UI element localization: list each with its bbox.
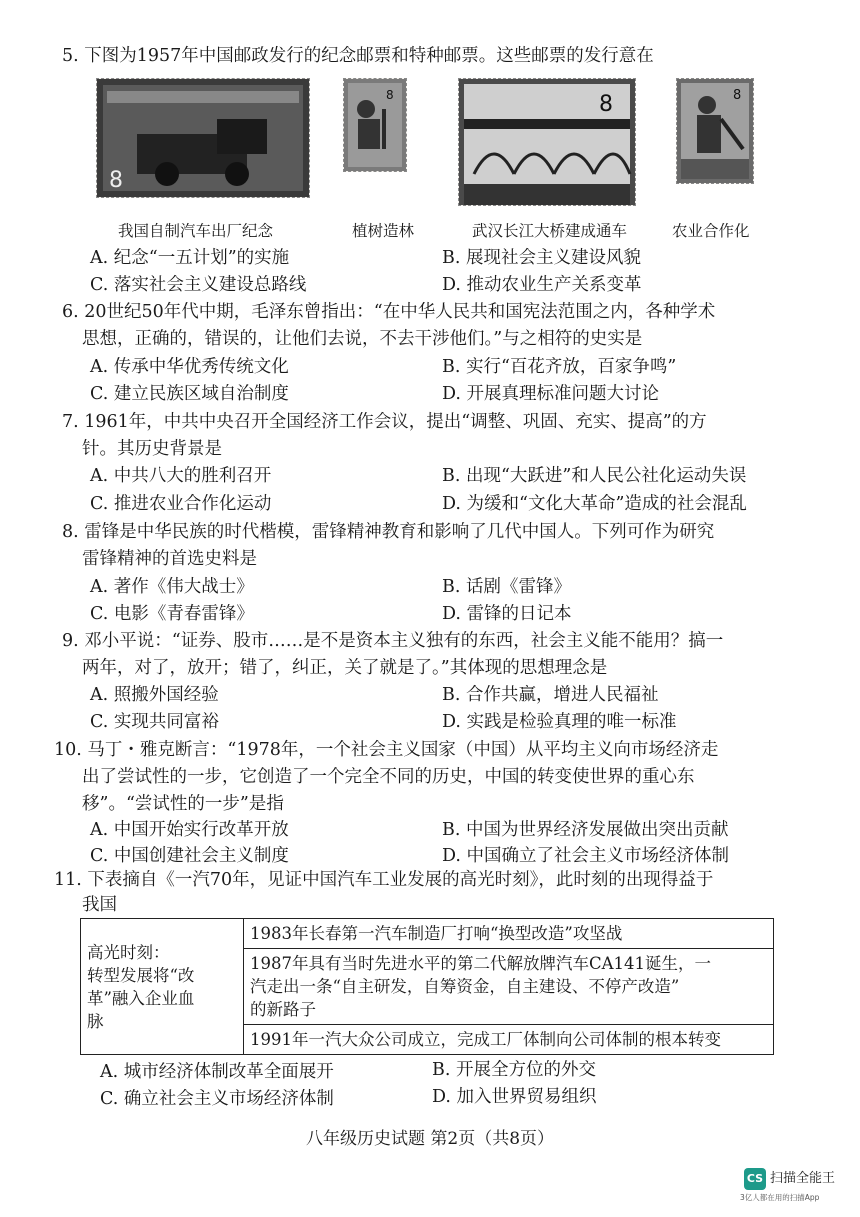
q11-option-b[interactable]: B. 开展全方位的外交 [432,1060,596,1080]
table-cell-1987 [244,949,774,1025]
q9-stem-line2: 两年，对了，放开；错了，纠正，关了就是了。”其体现的思想理念是 [82,658,608,678]
q10-stem-line1: 10. 马丁・雅克断言：“1978年，一个社会主义国家（中国）从平均主义向市场经济走 [54,740,719,760]
q5-stem: 5. 下图为1957年中国邮政发行的纪念邮票和特种邮票。这些邮票的发行意在 [62,46,654,66]
q9-option-b[interactable]: B. 合作共赢，增进人民福祉 [442,685,659,705]
page-footer: 八年级历史试题 第2页（共8页） [305,1129,555,1149]
stamp-automobile [96,78,310,198]
q11-stem-line1: 11. 下表摘自《一汽70年，见证中国汽车工业发展的高光时刻》，此时刻的出现得益于 [54,870,714,890]
q11-highlight-table [80,918,774,1055]
q11-option-a[interactable]: A. 城市经济体制改革全面展开 [100,1062,334,1082]
stamp-caption-3: 武汉长江大桥建成通车 [472,222,628,240]
stamp-agri-value: 8 [733,88,742,103]
stamp-wuhan-bridge [458,78,636,206]
watermark-app-name: 扫描全能王 [770,1171,836,1186]
table-1987-line2: 汽走出一条“自主研发，自筹资金，自主建设、不停产改造” [250,977,680,996]
q7-option-b[interactable]: B. 出现“大跃进”和人民公社化运动失误 [442,466,747,486]
q11-option-c[interactable]: C. 确立社会主义市场经济体制 [100,1089,334,1109]
table-1987-line3: 的新路子 [250,1000,316,1019]
table-1987-line1: 1987年具有当时先进水平的第二代解放牌汽车CA141诞生，一 [250,954,712,973]
table-left-line4: 脉 [87,1011,104,1031]
table-row [81,919,774,949]
q7-option-c[interactable]: C. 推进农业合作化运动 [90,494,272,514]
q10-stem-line2: 出了尝试性的一步，它创造了一个完全不同的历史，中国的转变使世界的重心东 [82,767,695,787]
q8-stem-line1: 8. 雷锋是中华民族的时代楷模，雷锋精神教育和影响了几代中国人。下列可作为研究 [62,522,715,542]
q10-option-a[interactable]: A. 中国开始实行改革开放 [90,820,289,840]
q9-stem-line1: 9. 邓小平说：“证券、股市……是不是资本主义独有的东西，社会主义能不能用？搞一 [62,631,724,651]
q5-option-d[interactable]: D. 推动农业生产关系变革 [442,275,642,295]
q10-option-d[interactable]: D. 中国确立了社会主义市场经济体制 [442,846,730,866]
stamp-row [96,78,796,218]
stamp-caption-4: 农业合作化 [672,222,750,240]
q8-option-c[interactable]: C. 电影《青春雷锋》 [90,604,254,624]
stamp-auto-value: 8 [109,168,123,193]
q6-stem-line1: 6. 20世纪50年代中期，毛泽东曾指出：“在中华人民共和国宪法范围之内，各种学术 [62,302,716,322]
q6-option-a[interactable]: A. 传承中华优秀传统文化 [90,357,289,377]
stamp-bridge-value: 8 [599,92,613,117]
table-cell-1983: 1983年长春第一汽车制造厂打响“换型改造”攻坚战 [244,919,774,949]
stamp-afforestation [343,78,407,172]
q6-option-b[interactable]: B. 实行“百花齐放，百家争鸣” [442,357,677,377]
watermark-tagline: 3亿人都在用的扫描App [740,1193,820,1202]
q10-option-b[interactable]: B. 中国为世界经济发展做出突出贡献 [442,820,729,840]
stamp-agri-coop [676,78,754,184]
stamp-tree-value: 8 [386,88,394,102]
q11-stem-line2: 我国 [82,895,117,915]
table-left-line2: 转型发展将“改 [87,965,195,985]
q9-option-c[interactable]: C. 实现共同富裕 [90,712,219,732]
q8-stem-line2: 雷锋精神的首选史料是 [82,549,257,569]
q7-option-d[interactable]: D. 为缓和“文化大革命”造成的社会混乱 [442,494,747,514]
q9-option-d[interactable]: D. 实践是检验真理的唯一标准 [442,712,677,732]
q7-stem-line1: 7. 1961年，中共中央召开全国经济工作会议，提出“调整、巩固、充实、提高”的方 [62,412,707,432]
stamp-caption-1: 我国自制汽车出厂纪念 [118,222,274,240]
q5-option-c[interactable]: C. 落实社会主义建设总路线 [90,275,307,295]
stamp-caption-2: 植树造林 [352,222,415,240]
q11-option-d[interactable]: D. 加入世界贸易组织 [432,1087,597,1107]
q6-option-d[interactable]: D. 开展真理标准问题大讨论 [442,384,660,404]
camscanner-logo-icon: CS [744,1168,766,1190]
q10-option-c[interactable]: C. 中国创建社会主义制度 [90,846,289,866]
table-left-line1: 高光时刻： [87,942,170,962]
q5-option-b[interactable]: B. 展现社会主义建设风貌 [442,248,641,268]
q9-option-a[interactable]: A. 照搬外国经验 [90,685,219,705]
table-cell-1991: 1991年一汽大众公司成立，完成工厂体制向公司体制的根本转变 [244,1025,774,1055]
q5-option-a[interactable]: A. 纪念“一五计划”的实施 [90,248,290,268]
q8-option-a[interactable]: A. 著作《伟大战士》 [90,577,254,597]
q7-stem-line2: 针。其历史背景是 [82,439,222,459]
q6-option-c[interactable]: C. 建立民族区域自治制度 [90,384,289,404]
q8-option-d[interactable]: D. 雷锋的日记本 [442,604,572,624]
q7-option-a[interactable]: A. 中共八大的胜利召开 [90,466,272,486]
q8-option-b[interactable]: B. 话剧《雷锋》 [442,577,571,597]
table-left-line3: 革”融入企业血 [87,988,195,1008]
q10-stem-line3: 移”。“尝试性的一步”是指 [82,794,284,814]
table-left-cell [81,919,244,1055]
q6-stem-line2: 思想，正确的，错误的，让他们去说，不去干涉他们。”与之相符的史实是 [82,329,643,349]
